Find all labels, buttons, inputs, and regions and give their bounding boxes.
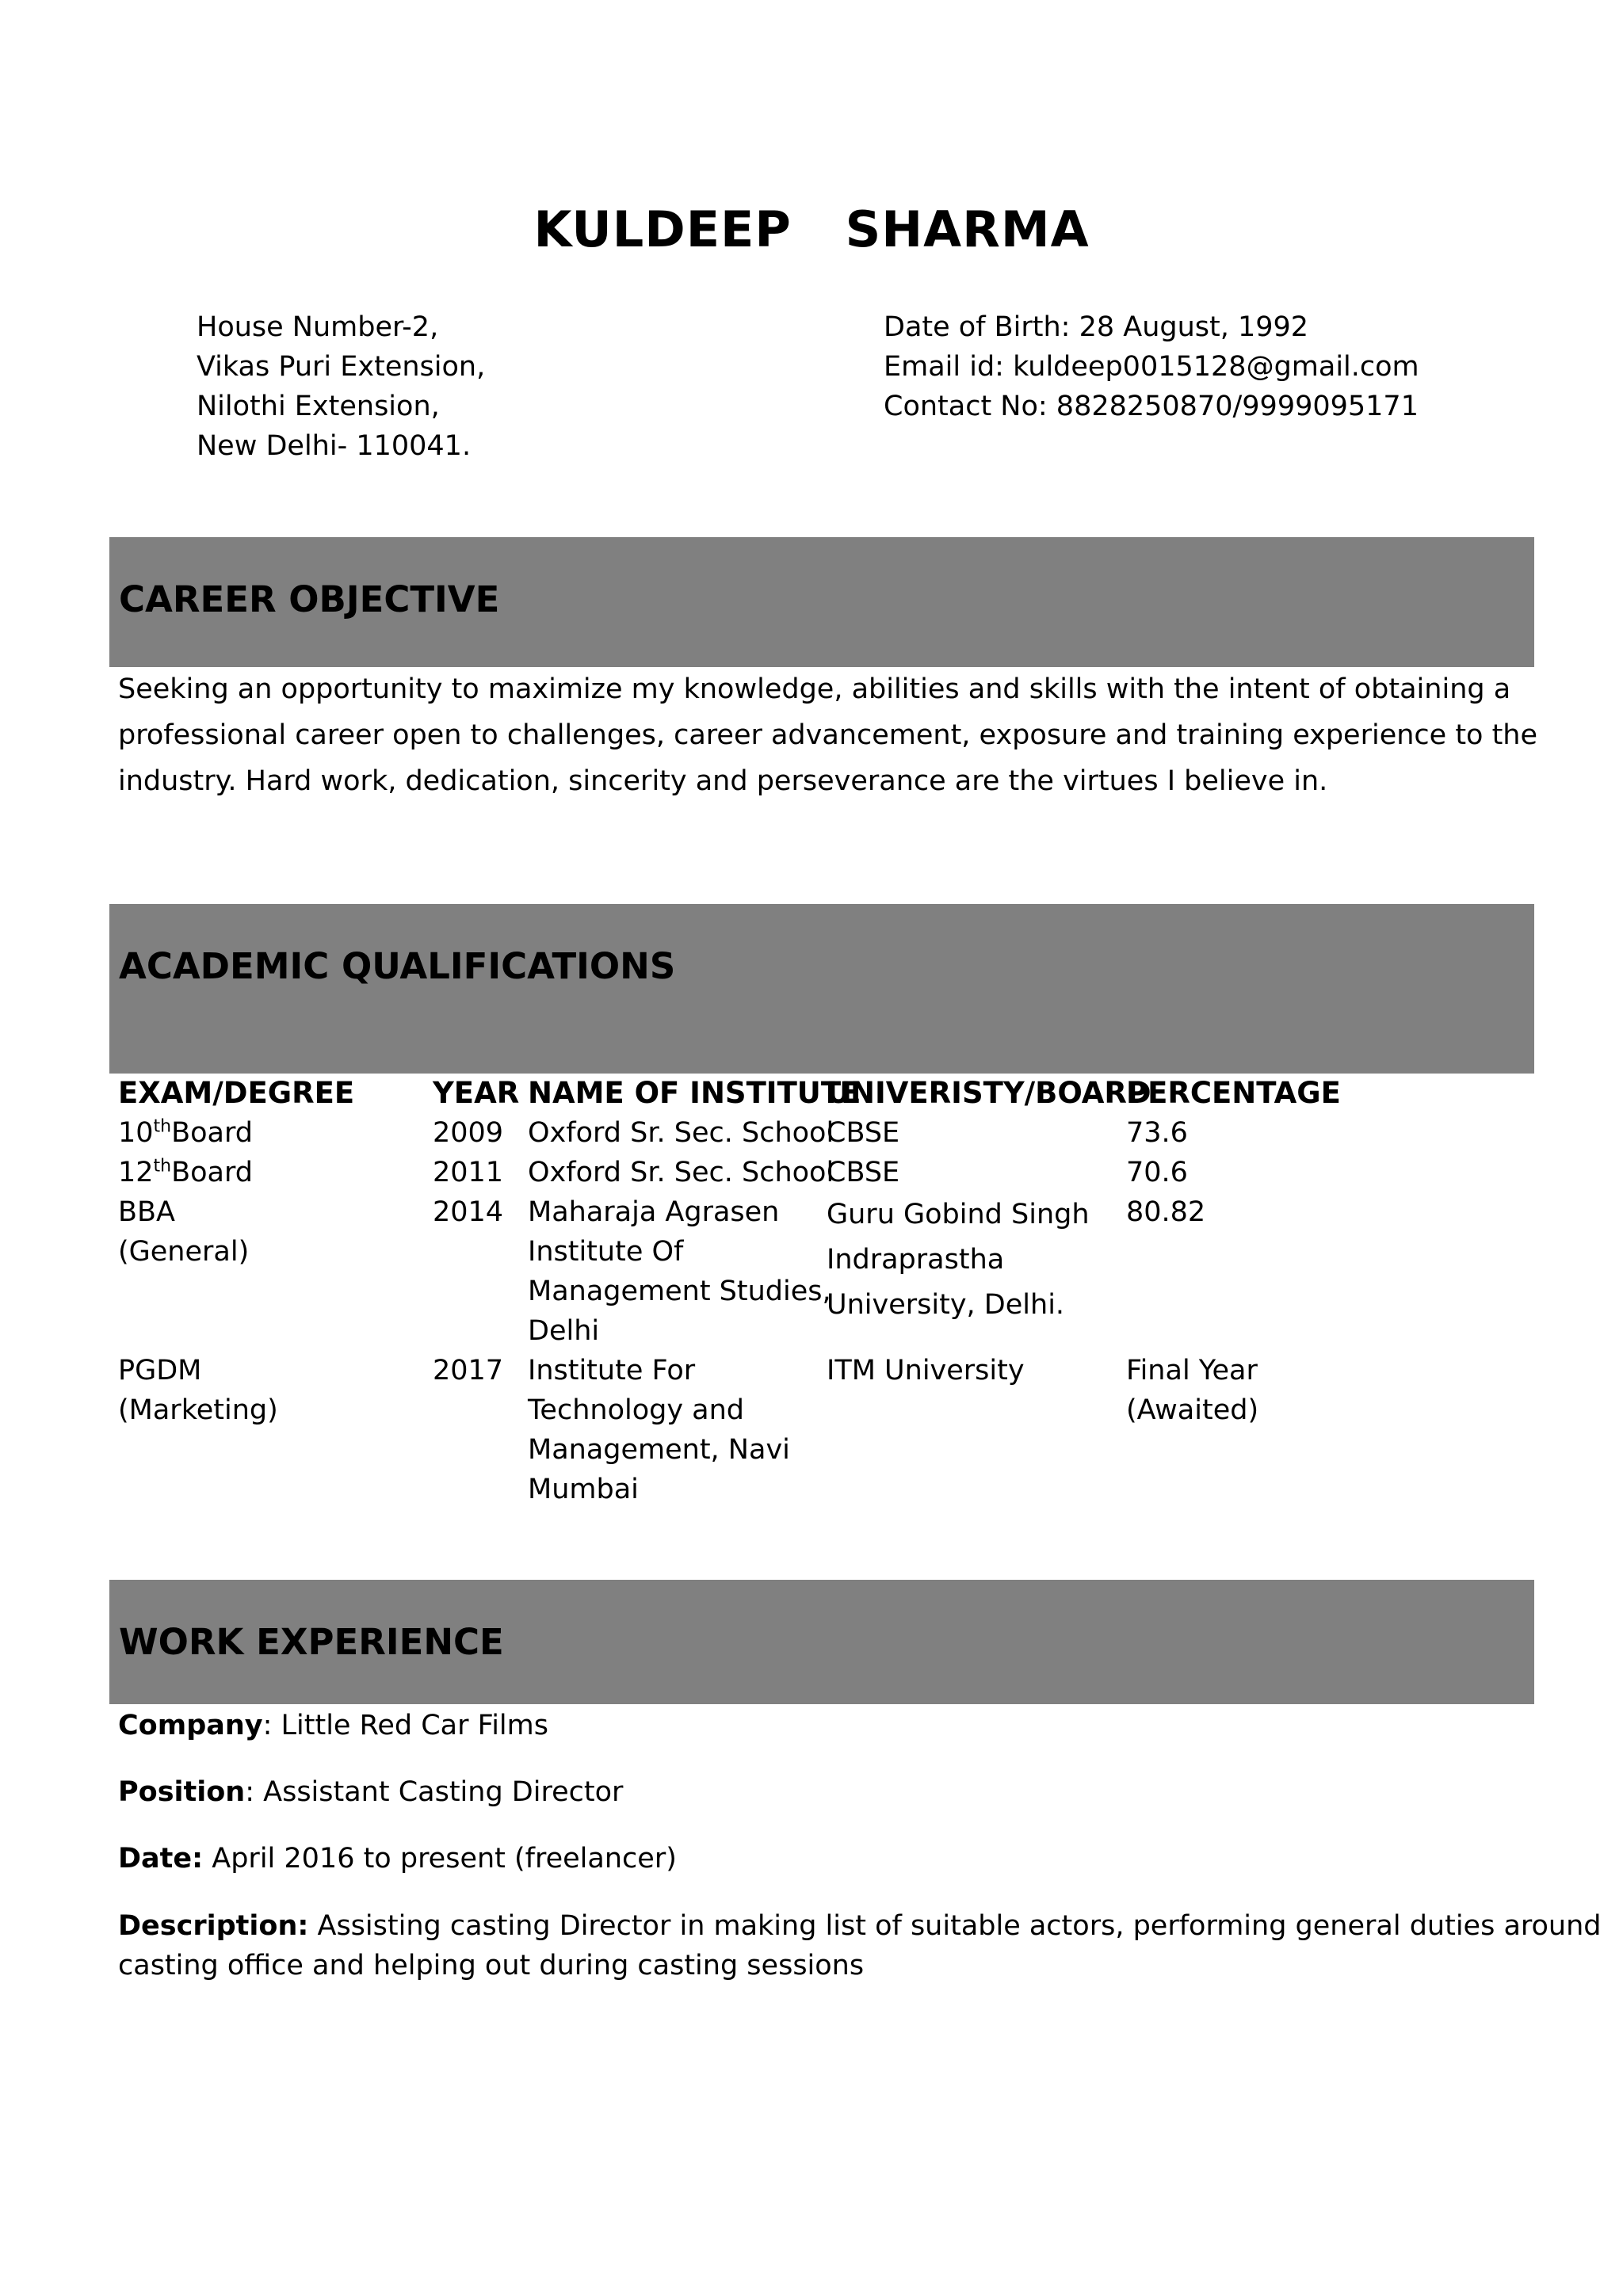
- institute-line: Management, Navi: [528, 1434, 790, 1466]
- paragraph-line: Seeking an opportunity to maximize my knowledge, abilities and skills with the intent of obtaining a: [118, 673, 1511, 705]
- institute-line: Institute Of: [528, 1236, 684, 1268]
- percentage-cell: 73.6: [1126, 1117, 1188, 1149]
- column-header: PERCENTAGE: [1126, 1076, 1341, 1110]
- institute-line: Technology and: [528, 1394, 745, 1426]
- board-line: Indraprastha: [827, 1244, 1005, 1276]
- candidate-name: KULDEEP SHARMA: [533, 200, 1090, 258]
- date-line: [118, 1839, 1529, 1878]
- percentage-line: Final Year: [1126, 1355, 1258, 1386]
- position-label: Position: [118, 1776, 246, 1808]
- percentage-cell: [1126, 1351, 1258, 1430]
- paragraph-line: professional career open to challenges, career advancement, exposure and training experience to the: [118, 719, 1538, 751]
- percentage-line: (Awaited): [1126, 1394, 1259, 1426]
- institute-cell: Oxford Sr. Sec. School: [528, 1157, 834, 1188]
- description-text: casting office and helping out during casting sessions: [118, 1950, 865, 1981]
- paragraph-line: industry. Hard work, dedication, sincerity and perseverance are the virtues I believe in.: [118, 765, 1328, 797]
- exam-number: 10: [118, 1117, 154, 1149]
- column-header: YEAR: [433, 1076, 520, 1110]
- contact-block: [884, 307, 1419, 426]
- address-line: New Delhi- 110041.: [197, 430, 472, 462]
- company-line: [118, 1706, 1529, 1745]
- column-header: UNIVERISTY/BOARD: [827, 1076, 1151, 1110]
- institute-line: Institute For: [528, 1355, 696, 1386]
- email: Email id: kuldeep0015128@gmail.com: [884, 351, 1419, 383]
- career-objective-text: [118, 666, 1538, 804]
- exam-name: Board: [171, 1157, 253, 1188]
- position-line: [118, 1772, 1529, 1812]
- board-cell: CBSE: [827, 1157, 900, 1188]
- board-line: University, Delhi.: [827, 1289, 1065, 1321]
- section-title: CAREER OBJECTIVE: [119, 578, 500, 620]
- percentage-cell: 70.6: [1126, 1157, 1188, 1188]
- company-value: : Little Red Car Films: [262, 1710, 548, 1741]
- percentage-cell: 80.82: [1126, 1196, 1206, 1228]
- work-experience-header: [109, 1580, 1534, 1704]
- institute-cell: [528, 1192, 831, 1351]
- exam-number: 12: [118, 1157, 154, 1188]
- exam-name: Board: [171, 1117, 253, 1149]
- address-block: [197, 307, 485, 466]
- exam-line: BBA: [118, 1196, 175, 1228]
- description-text: Assisting casting Director in making list of suitable actors, performing general duties around: [308, 1910, 1602, 1942]
- board-cell: ITM University: [827, 1355, 1025, 1386]
- description-label: Description:: [118, 1910, 309, 1942]
- exam-suffix: th: [153, 1116, 172, 1137]
- date-of-birth: Date of Birth: 28 August, 1992: [884, 311, 1309, 343]
- position-value: : Assistant Casting Director: [245, 1776, 624, 1808]
- description-block: [118, 1906, 1602, 1985]
- table-row: [118, 1113, 253, 1153]
- exam-suffix: th: [153, 1156, 172, 1177]
- phone: Contact No: 8828250870/9999095171: [884, 391, 1419, 422]
- date-label: Date:: [118, 1843, 204, 1875]
- institute-line: Management Studies,: [528, 1276, 831, 1307]
- date-value: April 2016 to present (freelancer): [203, 1843, 677, 1875]
- exam-line: (Marketing): [118, 1394, 278, 1426]
- company-label: Company: [118, 1710, 263, 1741]
- column-header: EXAM/DEGREE: [118, 1076, 355, 1110]
- year-cell: 2017: [433, 1355, 504, 1386]
- section-title: WORK EXPERIENCE: [119, 1621, 504, 1663]
- board-cell: CBSE: [827, 1117, 900, 1149]
- address-line: House Number-2,: [197, 311, 439, 343]
- exam-line: (General): [118, 1236, 250, 1268]
- academic-table: [0, 1074, 1623, 1517]
- institute-cell: [528, 1351, 790, 1509]
- year-cell: 2009: [433, 1117, 504, 1149]
- address-line: Vikas Puri Extension,: [197, 351, 486, 383]
- year-cell: 2014: [433, 1196, 504, 1228]
- exam-cell: [118, 1351, 278, 1430]
- academic-header: [109, 904, 1534, 1074]
- institute-cell: Oxford Sr. Sec. School: [528, 1117, 834, 1149]
- board-line: Guru Gobind Singh: [827, 1199, 1090, 1230]
- table-row: [118, 1153, 253, 1192]
- institute-line: Maharaja Agrasen: [528, 1196, 780, 1228]
- address-line: Nilothi Extension,: [197, 391, 440, 422]
- institute-line: Delhi: [528, 1315, 600, 1347]
- section-title: ACADEMIC QUALIFICATIONS: [119, 945, 676, 987]
- exam-line: PGDM: [118, 1355, 202, 1386]
- exam-cell: [118, 1192, 249, 1272]
- career-objective-header: [109, 537, 1534, 667]
- board-cell: [827, 1192, 1090, 1328]
- column-header: NAME OF INSTITUTE: [528, 1076, 861, 1110]
- year-cell: 2011: [433, 1157, 504, 1188]
- institute-line: Mumbai: [528, 1474, 639, 1505]
